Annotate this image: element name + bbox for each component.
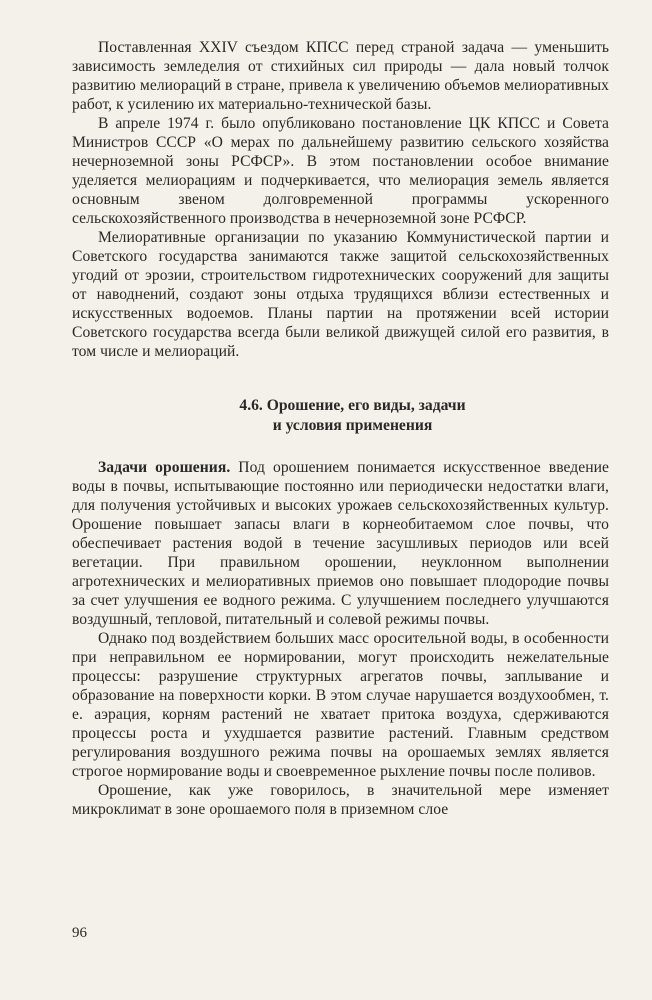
paragraph-undesirable-processes: Однако под воздействием больших масс оросительной воды, в особенности при неправильном ее нормировании, могут происходить нежелательные процессы: разрушение структурных агрегатов почвы, заплывание и образование на поверхности корки. В этом случае нарушается воздухообмен, т. е. аэрация, корням растений не хватает притока воздуха, сдерживаются процессы роста и ухудшается развитие растений. Главным средством регулирования воздушного режима почвы на орошаемых землях является строгое нормирование воды и своевременное рыхление почвы после поливов. (72, 630, 609, 780)
paragraph-irrigation-tasks-text: Под орошением понимается искусственное введение воды в почвы, испытывающие постоянно или периодически недостатки влаги, для получения устойчивых и высоких урожаев сельскохозяйственных культур. Орошение повышает запасы влаги в корнеобитаемом слое почвы, что обеспечивает растения водой в течение засушливых периодов или всей вегетации. При правильном орошении, неуклонном выполнении агротехнических и мелиоративных приемов оно повышает плодородие почвы за счет улучшения ее водного режима. С улучшением последнего улучшаются воздушный, тепловой, питательный и солевой режимы почвы. (72, 459, 609, 628)
paragraph-xxiv-congress: Поставленная XXIV съездом КПСС перед страной задача — уменьшить зависимость земледелия от стихийных сил природы — дала новый толчок развитию мелиораций в стране, привела к увеличению объемов мелиоративных работ, к усилению их материально-технической базы. (72, 39, 609, 113)
section-heading (72, 396, 609, 436)
page-body (72, 38, 609, 819)
paragraph-1974-resolution: В апреле 1974 г. было опубликовано постановление ЦК КПСС и Совета Министров СССР «О мерах по дальнейшему развитию сельского хозяйства нечерноземной зоны РСФСР». В этом постановлении особое внимание уделяется мелиорациям и подчеркивается, что мелиорация земель является основным звеном долговременной программы ускоренного сельскохозяйственного производства в нечерноземной зоне РСФСР. (72, 115, 609, 227)
page-number: 96 (72, 925, 87, 941)
spacer (72, 361, 609, 396)
section-heading-line-1: 4.6. Орошение, его виды, задачи (239, 397, 466, 414)
spacer (72, 436, 609, 458)
section-heading-line-2: и условия применения (272, 417, 433, 434)
paragraph-microclimate: Орошение, как уже говорилось, в значительной мере изменяет микроклимат в зоне орошаемого поля в приземном слое (72, 782, 609, 818)
paragraph-reclamation-organizations: Мелиоративные организации по указанию Коммунистической партии и Советского государства занимаются также защитой сельскохозяйственных угодий от эрозии, строительством гидротехнических сооружений для защиты от наводнений, создают зоны отдыха трудящихся вблизи естественных и искусственных водоемов. Планы партии на протяжении всей истории Советского государства всегда были великой движущей силой его развития, в том числе и мелиораций. (72, 229, 609, 360)
paragraph-irrigation-tasks (72, 458, 609, 629)
run-in-heading: Задачи орошения. (98, 459, 231, 476)
